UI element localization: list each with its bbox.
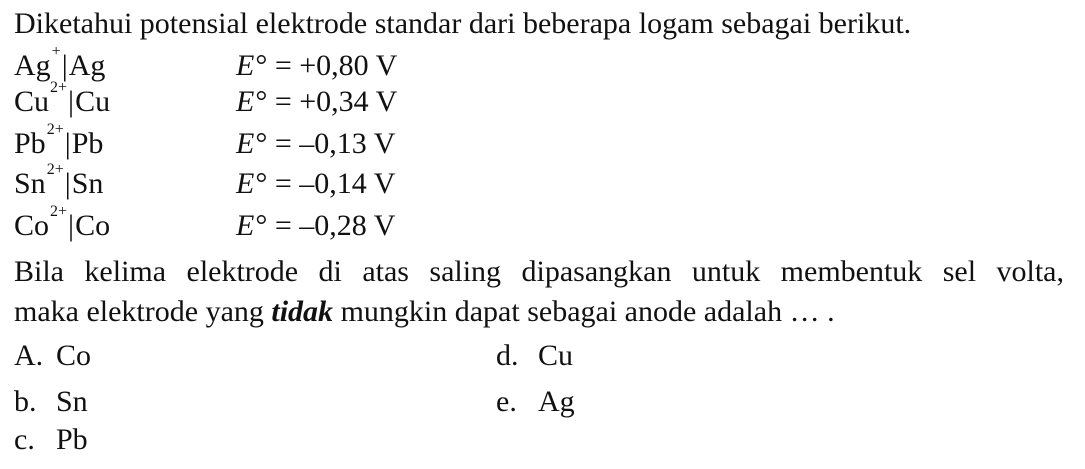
electrode-label — [14, 121, 104, 162]
phase-separator: | — [61, 49, 68, 82]
electrode-label — [14, 79, 111, 120]
ion-charge: 2+ — [46, 161, 64, 178]
metal-symbol: Cu — [75, 85, 111, 118]
option-d[interactable] — [496, 338, 573, 374]
standard-potential — [236, 48, 397, 84]
metal-symbol: Co — [75, 209, 111, 242]
option-letter: d. — [496, 339, 519, 372]
phase-separator: | — [64, 167, 71, 200]
option-text: Sn — [56, 385, 88, 418]
ion-charge: 2+ — [46, 121, 64, 138]
question-text — [14, 252, 1064, 332]
question-line-2 — [14, 292, 1064, 332]
option-letter: c. — [14, 423, 35, 456]
electrode-label — [14, 161, 104, 202]
option-c[interactable] — [14, 422, 88, 458]
option-text: Ag — [538, 385, 575, 418]
electrode-label — [14, 203, 111, 244]
degree-sign: ° — [255, 167, 268, 200]
potential-value: = –0,28 V — [267, 209, 396, 242]
standard-potential — [236, 166, 395, 202]
ion-charge: 2+ — [50, 203, 68, 220]
phase-separator: | — [68, 209, 75, 242]
option-text: Co — [56, 339, 92, 372]
potential-symbol: E — [236, 167, 255, 200]
ion-symbol: Pb — [14, 127, 46, 160]
degree-sign: ° — [255, 85, 268, 118]
option-b[interactable] — [14, 384, 88, 420]
option-text: Cu — [538, 339, 574, 372]
potential-value: = –0,13 V — [267, 127, 396, 160]
option-letter: A. — [14, 339, 44, 372]
degree-sign: ° — [255, 127, 268, 160]
potential-value: = +0,80 V — [267, 49, 398, 82]
option-letter: b. — [14, 385, 37, 418]
potential-symbol: E — [236, 49, 255, 82]
ion-symbol: Cu — [14, 85, 50, 118]
question-line-1: Bila kelima elektrode di atas saling dipasangkan untuk membentuk sel volta, — [14, 255, 1064, 288]
ion-symbol: Sn — [14, 167, 46, 200]
degree-sign: ° — [255, 49, 268, 82]
option-e[interactable] — [496, 384, 575, 420]
standard-potential — [236, 208, 395, 244]
potential-symbol: E — [236, 127, 255, 160]
ion-symbol: Co — [14, 209, 50, 242]
option-a[interactable] — [14, 338, 91, 374]
potential-symbol: E — [236, 85, 255, 118]
question-line-2-start: maka elektrode yang — [14, 295, 272, 328]
metal-symbol: Ag — [68, 49, 106, 82]
potential-value: = –0,14 V — [267, 167, 396, 200]
question-line-2-end: mungkin dapat sebagai anode adalah … . — [333, 295, 835, 328]
potential-value: = +0,34 V — [267, 85, 398, 118]
phase-separator: | — [68, 85, 75, 118]
option-text: Pb — [56, 423, 88, 456]
intro-text: Diketahui potensial elektrode standar dari beberapa logam sebagai berikut. — [14, 7, 912, 40]
degree-sign: ° — [255, 209, 268, 242]
standard-potential — [236, 126, 395, 162]
ion-charge: + — [51, 43, 61, 60]
potential-symbol: E — [236, 209, 255, 242]
standard-potential — [236, 84, 397, 120]
phase-separator: | — [64, 127, 71, 160]
metal-symbol: Sn — [71, 167, 104, 200]
ion-charge: 2+ — [50, 79, 68, 96]
question-emphasis: tidak — [271, 295, 334, 328]
ion-symbol: Ag — [14, 49, 51, 82]
option-letter: e. — [496, 385, 517, 418]
metal-symbol: Pb — [71, 127, 104, 160]
